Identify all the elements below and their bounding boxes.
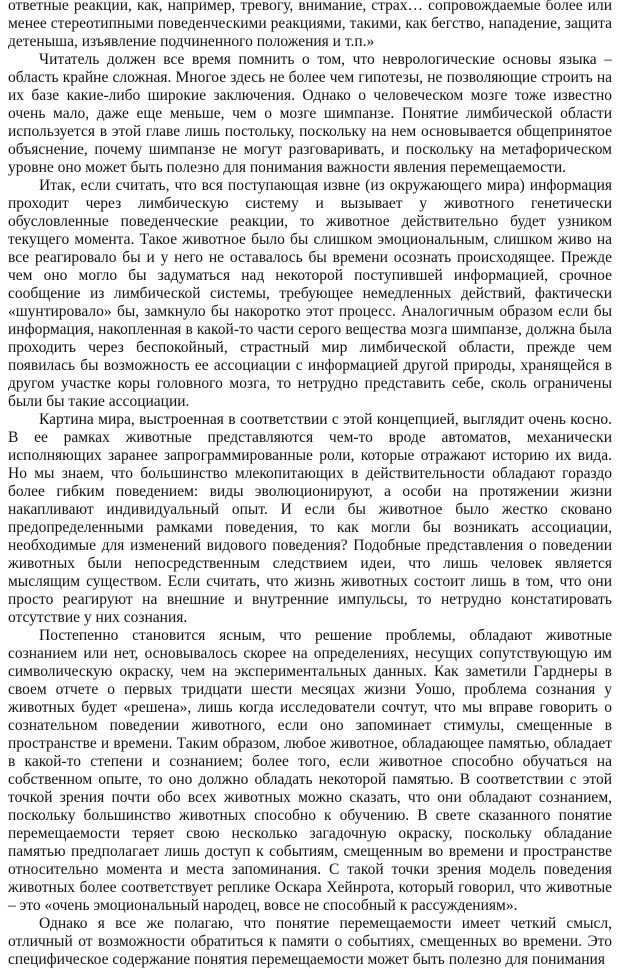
paragraph-1: ответные реакции, как, например, тревогу, внимание, страх… сопровождаемые более или менее стереотипными поведенческими реакциями, такими, как бегство, нападение, защита детеныша, изъявление подчиненного положения и т.п.» xyxy=(8,0,612,50)
paragraph-4: Картина мира, выстроенная в соответствии с этой концепцией, выглядит очень косно. В ее рамках животные представляются чем-то вроде автоматов, механически исполняющих заранее запрограммированные роли, которые отражают историю их вида. Но мы знаем, что большинство млекопитающих в действительности обладают гораздо более гибким поведением: виды эволюционируют, а особи на протяжении жизни накапливают индивидуальный опыт. И если бы животное было жестко сковано предопределенными рамками поведения, то как могли бы возникать ассоциации, необходимые для изменений видового поведения? Подобные представления о поведении животных были непосредственным следствием идеи, что лишь человек является мыслящим существом. Если считать, что жизнь животных состоит лишь в том, что они просто реагируют на внешние и внутренние импульсы, то нетрудно констатировать отсутствие у них сознания. xyxy=(8,411,612,626)
paragraph-5: Постепенно становится ясным, что решение проблемы, обладают животные сознанием или нет, основывалось скорее на определениях, несущих сопутствующую им символическую окраску, чем на экспериментальных данных. Как заметили Гарднеры в своем отчете о первых тридцати шести месяцах жизни Уошо, проблема сознания у животных будет «решена», лишь когда исследователи сочтут, что мы вправе говорить о сознательном поведении животного, если оно запоминает стимулы, смещенные в пространстве и времени. Таким образом, любое животное, обладающее памятью, обладает в какой-то степени и сознанием; более того, если животное способно обучаться на собственном опыте, то оно должно обладать некоторой памятью. В соответствии с этой точкой зрения почти обо всех животных можно сказать, что они обладают сознанием, поскольку большинство животных способно к обучению. В свете сказанного понятие перемещаемости теряет свою несколько загадочную окраску, поскольку обладание памятью предполагает лишь доступ к событиям, смещенным во времени и пространстве относительно момента и места запоминания. С такой точки зрения модель поведения животных более соответствует реплике Оскара Хейнрота, который говорил, что животные – это «очень эмоциональный народец, вовсе не способный к рассуждениям». xyxy=(8,627,612,914)
paragraph-6: Однако я все же полагаю, что понятие перемещаемости имеет четкий смысл, отличный от возможности обратиться к памяти о событиях, смещенных во времени. Это специфическое содержание понятия перемещаемости может быть полезно для понимания xyxy=(8,915,612,968)
paragraph-3: Итак, если считать, что вся поступающая извне (из окружающего мира) информация проходит через лимбическую систему и вызывает у животного генетически обусловленные поведенческие реакции, то животное действительно будет узником текущего момента. Такое животное было бы слишком эмоциональным, слишком живо на все реагировало бы и у него не оставалось бы времени осознать происходящее. Прежде чем оно могло бы задуматься над некоторой поступившей информацией, срочное сообщение из лимбической системы, требующее немедленных действий, фактически «шунтировало» бы, замкнуло бы накоротко этот процесс. Аналогичным образом если бы информация, накопленная в какой-то части серого вещества мозга шимпанзе, должна была проходить через беспокойный, страстный мир лимбической области, прежде чем появилась бы возможность ее ассоциации с информацией другой природы, хранящейся в другом участке коры головного мозга, то нетрудно представить себе, сколь ограничены были бы такие ассоциации. xyxy=(8,177,612,410)
paragraph-2: Читатель должен все время помнить о том, что неврологические основы языка – область крайне сложная. Многое здесь не более чем гипотезы, не позволяющие строить на их базе какие-либо широкие заключения. Однако о человеческом мозге тоже известно очень мало, даже еще меньше, чем о мозге шимпанзе. Понятие лимбической области используется в этой главе лишь постольку, поскольку на нем основывается общепринятое объяснение, почему шимпанзе не могут разговаривать, и поскольку на метафорическом уровне оно может быть полезно для понимания важности явления перемещаемости. xyxy=(8,51,612,176)
